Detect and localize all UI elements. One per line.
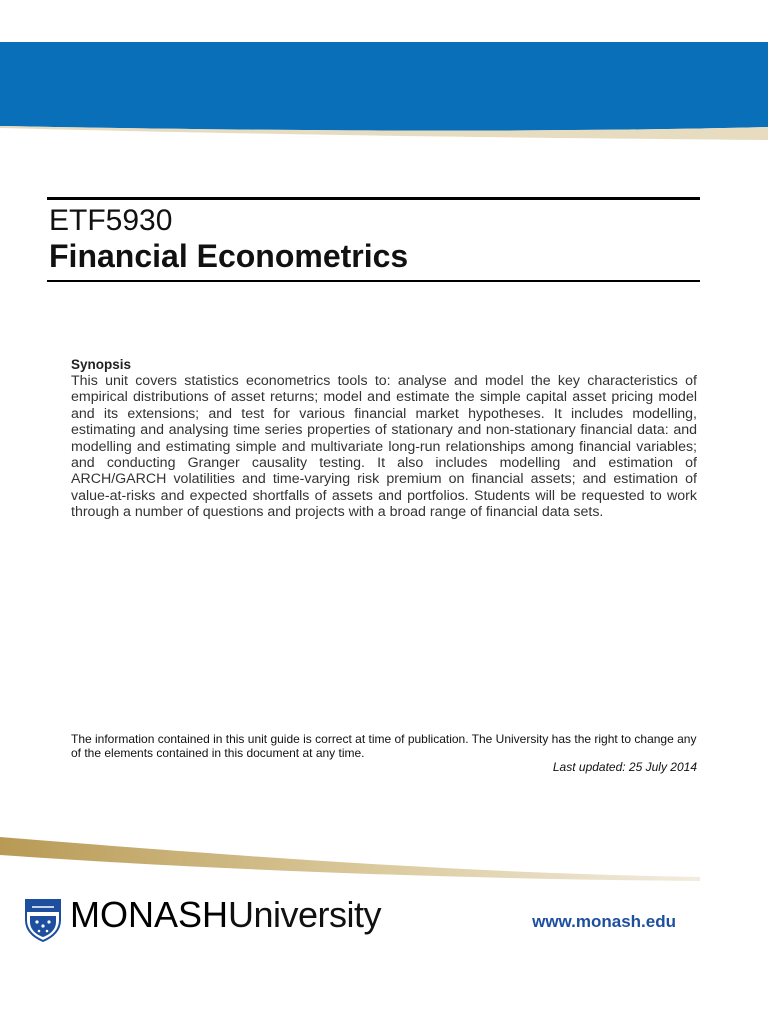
unit-code: ETF5930 <box>49 204 173 237</box>
disclaimer-text: The information contained in this unit guide is correct at time of publication. The University has the right to change any of the elements contained in this document at any time. <box>71 732 697 760</box>
brand-primary: MONASH <box>70 894 229 935</box>
monash-university-logo <box>70 894 381 936</box>
bottom-swoosh <box>0 835 768 885</box>
synopsis-section <box>71 356 697 521</box>
title-block <box>47 197 700 282</box>
top-banner <box>0 42 768 152</box>
synopsis-body: This unit covers statistics econometrics tools to: analyse and model the key characteristics of empirical distributions of asset returns; model and estimate the simple capital asset pricing model and its extensions; and test for various financial market hypotheses. It includes modelling, estimating and analysing time series properties of stationary and non-stationary financial data: and modelling and estimating simple and multivariate long-run relationships among financial variables; and conducting Granger causality testing. It also includes modelling and estimation of ARCH/GARCH volatilities and time-varying risk premium on financial assets; and estimation of value-at-risks and expected shortfalls of assets and portfolios. Students will be requested to work through a number of questions and projects with a broad range of financial data sets. <box>71 373 697 521</box>
synopsis-heading: Synopsis <box>71 357 132 372</box>
unit-name: Financial Econometrics <box>49 238 409 274</box>
last-updated: Last updated: 25 July 2014 <box>552 760 697 774</box>
brand-secondary: University <box>228 894 382 935</box>
monash-crest-icon <box>24 898 62 942</box>
website-link[interactable]: www.monash.edu <box>532 912 676 931</box>
